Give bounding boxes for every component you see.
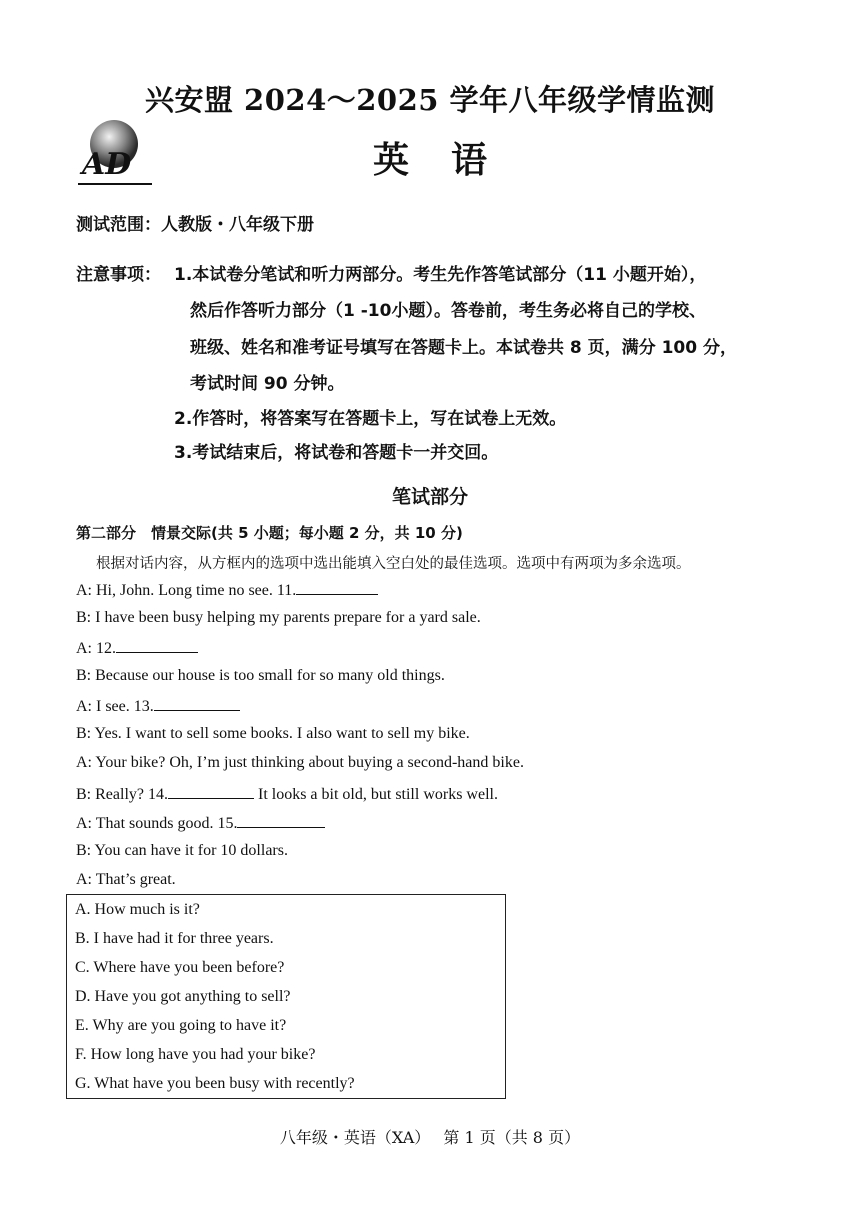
option-g: G. What have you been busy with recently?	[75, 1075, 355, 1092]
option-b: B. I have had it for three years.	[75, 930, 274, 947]
dialogue-line: B: You can have it for 10 dollars.	[76, 842, 288, 859]
note-item-3: 3.考试结束后，将试卷和答题卡一并交回。	[174, 443, 499, 463]
part-title: 第二部分 情景交际(共 5 小题；每小题 2 分，共 10 分)	[76, 524, 463, 542]
part-instruction: 根据对话内容，从方框内的选项中选出能填入空白处的最佳选项。选项中有两项为多余选项。	[96, 556, 691, 572]
dialogue-line: A: 12.	[76, 638, 198, 658]
svg-text:AD: AD	[82, 147, 132, 182]
section-title: 笔试部分	[391, 486, 468, 508]
note-item-1-line-2: 然后作答听力部分（1 -10小题）。答卷前，考生务必将自己的学校、	[190, 301, 706, 321]
dialogue-line: A: That sounds good. 15.	[76, 813, 325, 833]
answer-blank-15[interactable]	[237, 813, 325, 828]
dialogue-line: A: Your bike? Oh, I’m just thinking about buying a second-hand bike.	[76, 754, 524, 771]
option-e: E. Why are you going to have it?	[75, 1017, 287, 1034]
dialogue-line: B: Really? 14. It looks a bit old, but still works well.	[76, 786, 498, 803]
options-box	[66, 894, 506, 1099]
option-c: C. Where have you been before?	[75, 959, 285, 976]
exam-title: 兴安盟 2024～2025 学年八年级学情监测	[144, 83, 716, 117]
answer-blank-12[interactable]	[116, 638, 198, 653]
option-a: A. How much is it?	[75, 901, 200, 918]
dialogue-line: A: I see. 13.	[76, 696, 240, 716]
note-item-1-line-1: 1.本试卷分笔试和听力两部分。考生先作答笔试部分（11 小题开始），	[174, 265, 707, 285]
answer-blank-13[interactable]	[154, 696, 240, 711]
answer-blank-11[interactable]	[296, 580, 378, 595]
subject-heading: 英语	[372, 139, 529, 181]
option-f: F. How long have you had your bike?	[75, 1046, 316, 1063]
page-footer: 八年级・英语（XA） 第 1 页（共 8 页）	[279, 1128, 581, 1147]
test-scope: 测试范围：人教版・八年级下册	[76, 215, 314, 235]
dialogue-line: A: Hi, John. Long time no see. 11.	[76, 580, 378, 600]
note-item-2: 2.作答时，将答案写在答题卡上，写在试卷上无效。	[174, 409, 567, 429]
answer-blank-14[interactable]	[168, 784, 254, 799]
note-item-1-line-4: 考试时间 90 分钟。	[190, 374, 345, 394]
dialogue-line: A: That’s great.	[76, 871, 176, 888]
notes-label: 注意事项：	[76, 265, 161, 285]
option-d: D. Have you got anything to sell?	[75, 988, 291, 1005]
dialogue-line: B: Yes. I want to sell some books. I also want to sell my bike.	[76, 725, 470, 742]
note-item-1-line-3: 班级、姓名和准考证号填写在答题卡上。本试卷共 8 页，满分 100 分，	[190, 338, 737, 358]
dialogue-line: B: Because our house is too small for so many old things.	[76, 667, 445, 684]
dialogue-line: B: I have been busy helping my parents prepare for a yard sale.	[76, 609, 481, 626]
